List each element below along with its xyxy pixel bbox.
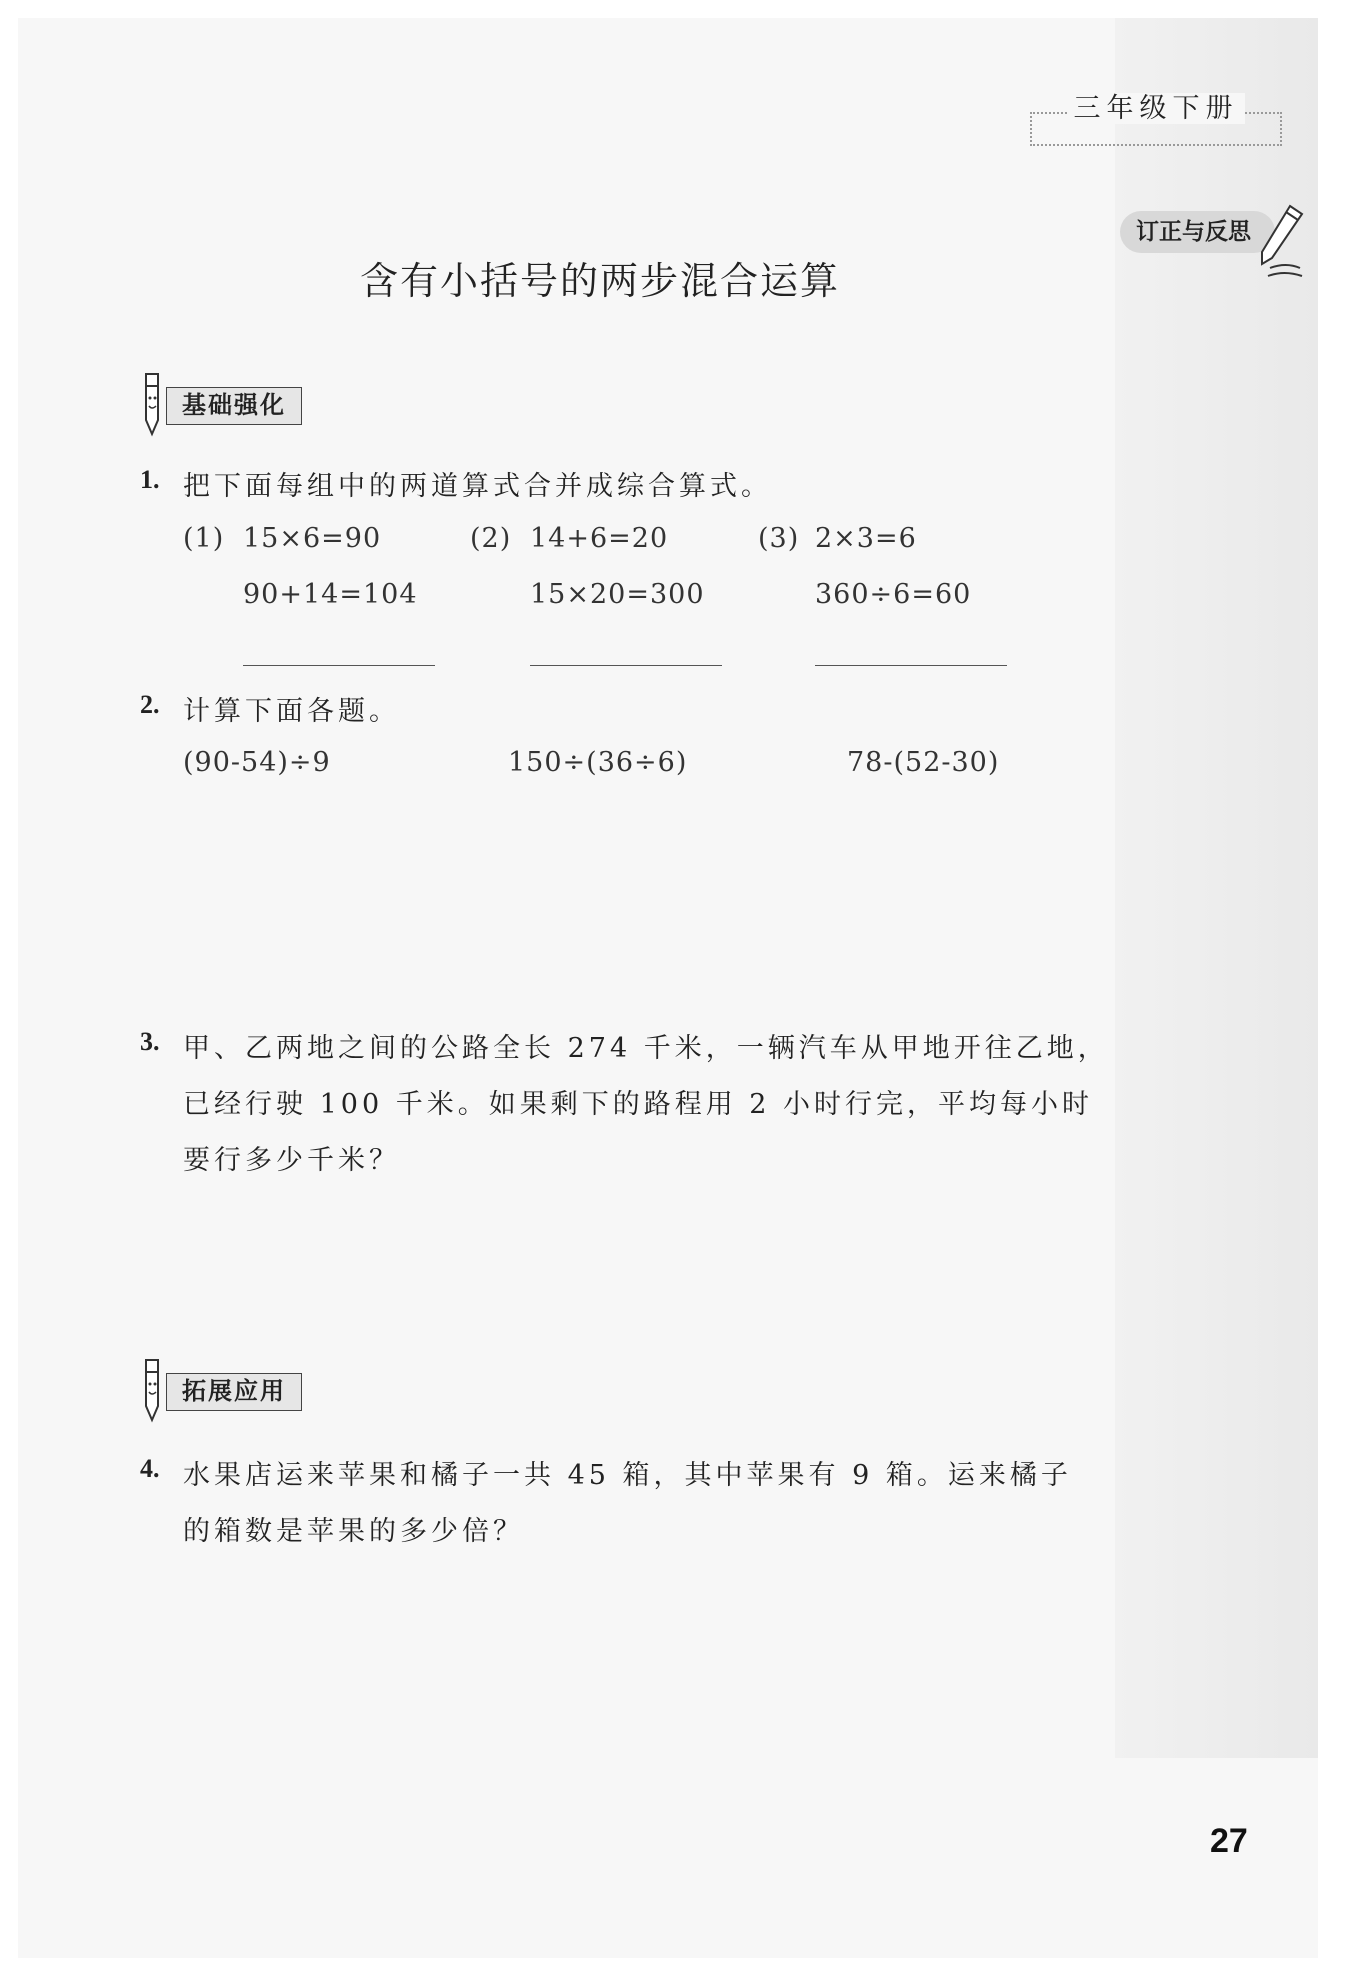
question-number: 1. <box>140 465 160 494</box>
grade-label: 三年级下册 <box>1030 112 1282 146</box>
section-label: 拓展应用 <box>166 1373 302 1411</box>
answer-blank[interactable] <box>243 665 435 666</box>
group-label: (2) <box>470 523 512 554</box>
review-tag: 订正与反思 <box>1120 211 1275 253</box>
pencil-icon <box>138 1358 168 1428</box>
question-line: 要行多少千米？ <box>183 1145 400 1176</box>
group-label: (1) <box>183 523 225 554</box>
equation: 2×3=6 <box>815 523 917 554</box>
question-line: 已经行驶 100 千米。如果剩下的路程用 2 小时行完，平均每小时 <box>183 1089 1094 1120</box>
answer-blank[interactable] <box>530 665 722 666</box>
pencil-icon <box>138 372 168 442</box>
equation: 15×6=90 <box>243 523 382 554</box>
question-number: 4. <box>140 1454 160 1483</box>
expression: 78-(52-30) <box>847 747 1000 778</box>
expression: 150÷(36÷6) <box>508 747 688 778</box>
equation: 90+14=104 <box>243 579 418 610</box>
equation: 15×20=300 <box>530 579 705 610</box>
pencil-icon <box>1250 202 1310 282</box>
equation: 14+6=20 <box>530 523 669 554</box>
answer-blank[interactable] <box>815 665 1007 666</box>
section-basic <box>138 372 318 432</box>
page-number: 27 <box>1210 1822 1248 1860</box>
question-text: 计算下面各题。 <box>183 696 400 727</box>
question-number: 2. <box>140 690 160 719</box>
group-label: (3) <box>758 523 800 554</box>
question-line: 的箱数是苹果的多少倍？ <box>183 1516 524 1547</box>
section-label: 基础强化 <box>166 387 302 425</box>
expression: (90-54)÷9 <box>183 747 331 778</box>
question-line: 甲、乙两地之间的公路全长 274 千米，一辆汽车从甲地开往乙地， <box>183 1033 1109 1064</box>
section-extend <box>138 1358 318 1418</box>
equation: 360÷6=60 <box>815 579 972 610</box>
question-line: 水果店运来苹果和橘子一共 45 箱，其中苹果有 9 箱。运来橘子 <box>183 1460 1072 1491</box>
question-number: 3. <box>140 1027 160 1056</box>
page-title: 含有小括号的两步混合运算 <box>360 259 841 303</box>
question-text: 把下面每组中的两道算式合并成综合算式。 <box>183 471 772 502</box>
